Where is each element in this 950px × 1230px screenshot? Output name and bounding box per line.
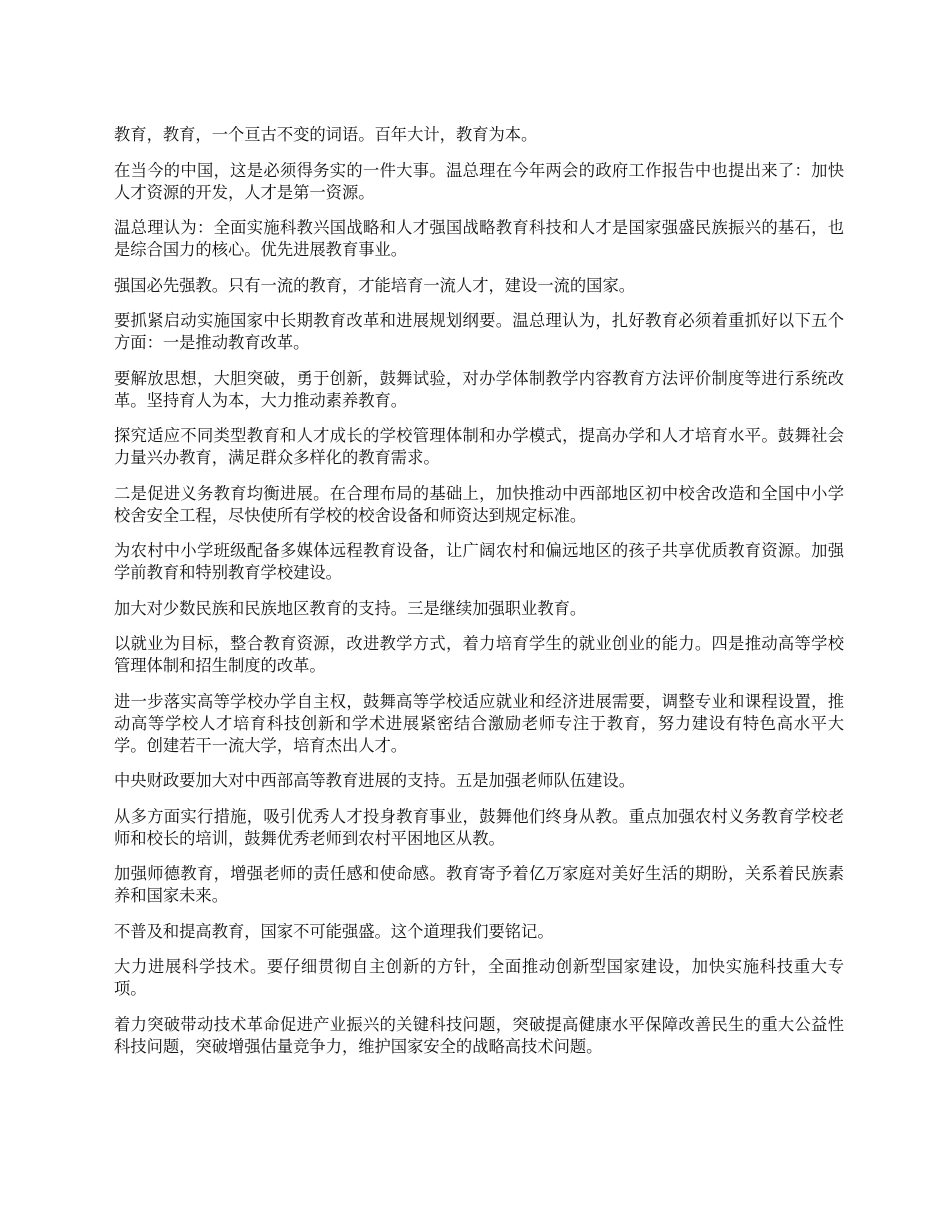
paragraph-12: 进一步落实高等学校办学自主权，鼓舞高等学校适应就业和经济进展需要，调整专业和课程设置，推动高等学校人才培育科技创新和学术进展紧密结合激励老师专注于教育，努力建设有特色高水平大学。创建若干一流大学，培育杰出人才。 — [114, 691, 844, 755]
paragraph-1: 教育，教育，一个亘古不变的词语。百年大计，教育为本。 — [114, 125, 538, 144]
paragraph-2: 在当今的中国，这是必须得务实的一件大事。温总理在今年两会的政府工作报告中也提出来了：加快人才资源的开发，人才是第一资源。 — [114, 160, 844, 202]
paragraph-3: 温总理认为：全面实施科教兴国战略和人才强国战略教育科技和人才是国家强盛民族振兴的基石，也是综合国力的核心。优先进展教育事业。 — [114, 218, 844, 259]
paragraph-16: 不普及和提高教育，国家不可能强盛。这个道理我们要铭记。 — [114, 921, 554, 941]
paragraph-18: 着力突破带动技术革命促进产业振兴的关键科技问题，突破提高健康水平保障改善民生的重大公益性科技问题，突破增强估量竞争力，维护国家安全的战略高技术问题。 — [114, 1014, 844, 1056]
paragraph-9: 为农村中小学班级配备多媒体远程教育设备，让广阔农村和偏远地区的孩子共享优质教育资源。加强学前教育和特别教育学校建设。 — [114, 541, 844, 582]
document-body — [114, 124, 844, 1071]
paragraph-6: 要解放思想，大胆突破，勇于创新，鼓舞试验，对办学体制教学内容教育方法评价制度等进行系统改革。坚持育人为本，大力推动素养教育。 — [114, 368, 844, 410]
paragraph-14: 从多方面实行措施，吸引优秀人才投身教育事业，鼓舞他们终身从教。重点加强农村义务教育学校老师和校长的培训，鼓舞优秀老师到农村平困地区从教。 — [114, 806, 844, 848]
paragraph-5: 要抓紧启动实施国家中长期教育改革和进展规划纲要。温总理认为，扎好教育必须着重抓好以下五个方面：一是推动教育改革。 — [114, 311, 844, 352]
paragraph-8: 二是促进义务教育均衡进展。在合理布局的基础上，加快推动中西部地区初中校舍改造和全国中小学校舍安全工程，尽快使所有学校的校舍设备和师资达到规定标准。 — [114, 483, 844, 525]
paragraph-4: 强国必先强教。只有一流的教育，才能培育一流人才，建设一流的国家。 — [114, 275, 636, 295]
paragraph-17: 大力进展科学技术。要仔细贯彻自主创新的方针，全面推动创新型国家建设，加快实施科技重大专项。 — [114, 957, 844, 998]
paragraph-10: 加大对少数民族和民族地区教育的支持。三是继续加强职业教育。 — [114, 598, 587, 618]
paragraph-13: 中央财政要加大对中西部高等教育进展的支持。五是加强老师队伍建设。 — [114, 771, 636, 790]
paragraph-15: 加强师德教育，增强老师的责任感和使命感。教育寄予着亿万家庭对美好生活的期盼，关系着民族素养和国家未来。 — [114, 864, 844, 905]
paragraph-11: 以就业为目标，整合教育资源，改进教学方式，着力培育学生的就业创业的能力。四是推动高等学校管理体制和招生制度的改革。 — [114, 634, 844, 675]
paragraph-7: 探究适应不同类型教育和人才成长的学校管理体制和办学模式，提高办学和人才培育水平。鼓舞社会力量兴办教育，满足群众多样化的教育需求。 — [114, 426, 844, 467]
